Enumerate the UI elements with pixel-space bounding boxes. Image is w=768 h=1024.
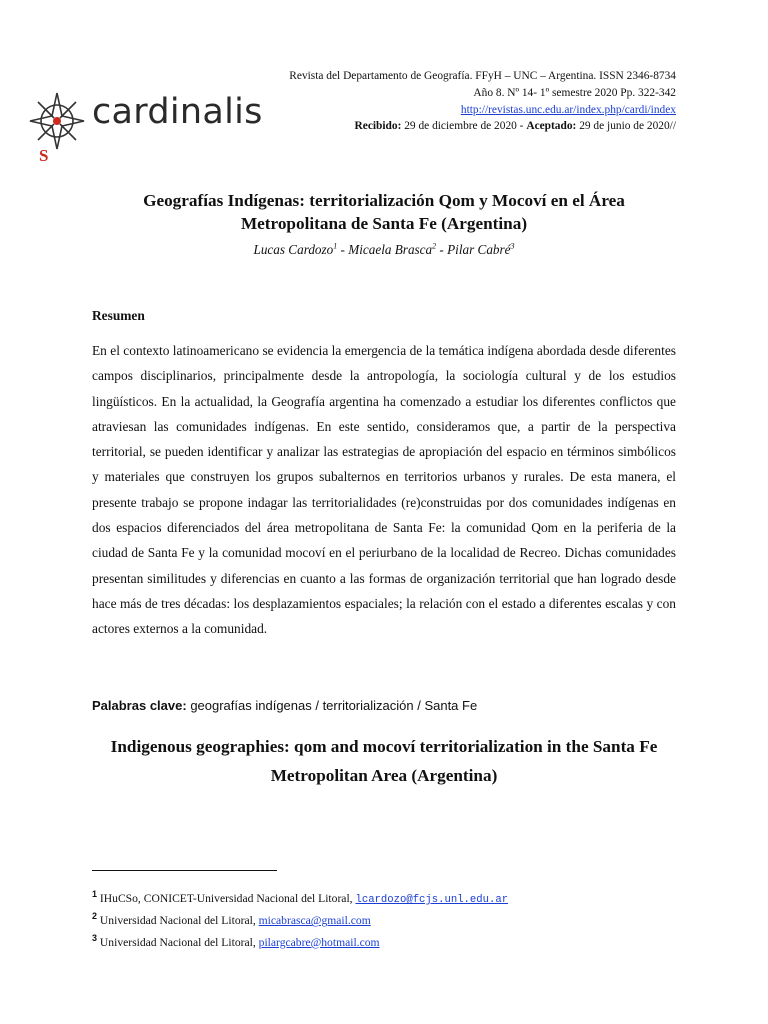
footnote-email-link[interactable]: pilargcabre@hotmail.com bbox=[258, 935, 380, 949]
compass-rose-icon bbox=[26, 90, 92, 156]
dates-line bbox=[156, 118, 676, 135]
footnote bbox=[92, 930, 692, 951]
footnote-number: 2 bbox=[92, 911, 98, 922]
keywords-line bbox=[92, 698, 676, 713]
author-name: Micaela Brasca bbox=[348, 242, 433, 257]
author-separator: - bbox=[337, 242, 349, 257]
author-ref: 1 bbox=[333, 241, 338, 251]
footnote-number: 1 bbox=[92, 889, 98, 899]
journal-line: Revista del Departamento de Geografía. FFyH – UNC – Argentina. ISSN 2346-8734 bbox=[289, 70, 676, 82]
title-line: Metropolitana de Santa Fe (Argentina) bbox=[240, 214, 528, 233]
title-line: Geografías Indígenas: territorialización Qom y Mocoví en el Área bbox=[143, 191, 625, 210]
author-ref: 3 bbox=[510, 241, 515, 251]
footnote-text: Universidad Nacional del Litoral, bbox=[99, 935, 256, 949]
footnote-email-link[interactable]: micabrasca@gmail.com bbox=[258, 914, 371, 928]
footnote bbox=[92, 886, 692, 908]
footnote-divider bbox=[92, 870, 277, 871]
footnote-number: 3 bbox=[92, 932, 98, 943]
abstract-body bbox=[92, 338, 676, 642]
title-line: Indigenous geographies: qom and mocoví territorialization in the Santa Fe bbox=[110, 737, 658, 756]
abstract-paragraph: En el contexto latinoamericano se evidencia la emergencia de la temática indígena abordada desde diferentes campos disciplinarios, principalmente desde la antropología, la sociología cultural y de los estudios lingüísticos. En la actualidad, la Geografía argentina ha comenzado a estudiar los diferentes conflictos que atraviesan las comunidades indígenas. En este sentido, consideramos que, a partir de la perspectiva territorial, se pueden identificar y analizar las estrategias de apropiación del espacio en términos simbólicos y materiales que construyen los grupos subalternos en territorios urbanos y rurales. De esta manera, el presente trabajo se propone indagar las territorialidades (re)construidas por dos comunidades indígenas en dos espacios diferenciados del área metropolitana de Santa Fe: la comunidad Qom en la periferia de la ciudad de Santa Fe y la comunidad mocoví en el periurbano de la localidad de Recreo. Dichas comunidades presentan similitudes y diferencias en cuanto a las formas de organización territorial que han logrado desde hace más de tres décadas: los desplazamientos espaciales; la relación con el estado a diferentes escalas y con actores externos a la comunidad. bbox=[92, 343, 676, 637]
keywords-label: Palabras clave: bbox=[92, 698, 187, 713]
footnote-email-link[interactable]: lcardozo@fcjs.unl.edu.ar bbox=[355, 893, 509, 906]
issue-line: Año 8. Nº 14- 1º semestre 2020 Pp. 322-342 bbox=[473, 86, 676, 99]
author-name: Pilar Cabré bbox=[447, 242, 511, 257]
author-ref: 2 bbox=[432, 241, 437, 251]
aceptado-label: Aceptado: bbox=[526, 120, 577, 133]
resumen-heading: Resumen bbox=[92, 308, 145, 323]
footnote-text: IHuCSo, CONICET-Universidad Nacional del Litoral, bbox=[99, 891, 353, 905]
aceptado-value: 29 de junio de 2020// bbox=[579, 120, 676, 133]
recibido-value: 29 de diciembre de 2020 - bbox=[404, 120, 524, 133]
footnotes bbox=[92, 886, 692, 951]
article-title bbox=[84, 189, 684, 235]
logo-wordmark: cardinalis bbox=[92, 92, 263, 132]
author-name: Lucas Cardozo bbox=[253, 242, 334, 257]
footnote bbox=[92, 908, 692, 929]
recibido-label: Recibido: bbox=[354, 120, 402, 133]
author-list bbox=[84, 242, 684, 258]
author-separator: - bbox=[436, 242, 448, 257]
english-title bbox=[84, 732, 684, 790]
journal-url-link[interactable]: http://revistas.unc.edu.ar/index.php/cardi/index bbox=[460, 103, 676, 116]
keywords-value: geografías indígenas / territorialización / Santa Fe bbox=[190, 698, 478, 713]
footnote-text: Universidad Nacional del Litoral, bbox=[99, 914, 256, 928]
title-line: Metropolitan Area (Argentina) bbox=[270, 766, 498, 785]
journal-metadata bbox=[156, 68, 676, 135]
logo-s-mark: S bbox=[39, 146, 49, 165]
